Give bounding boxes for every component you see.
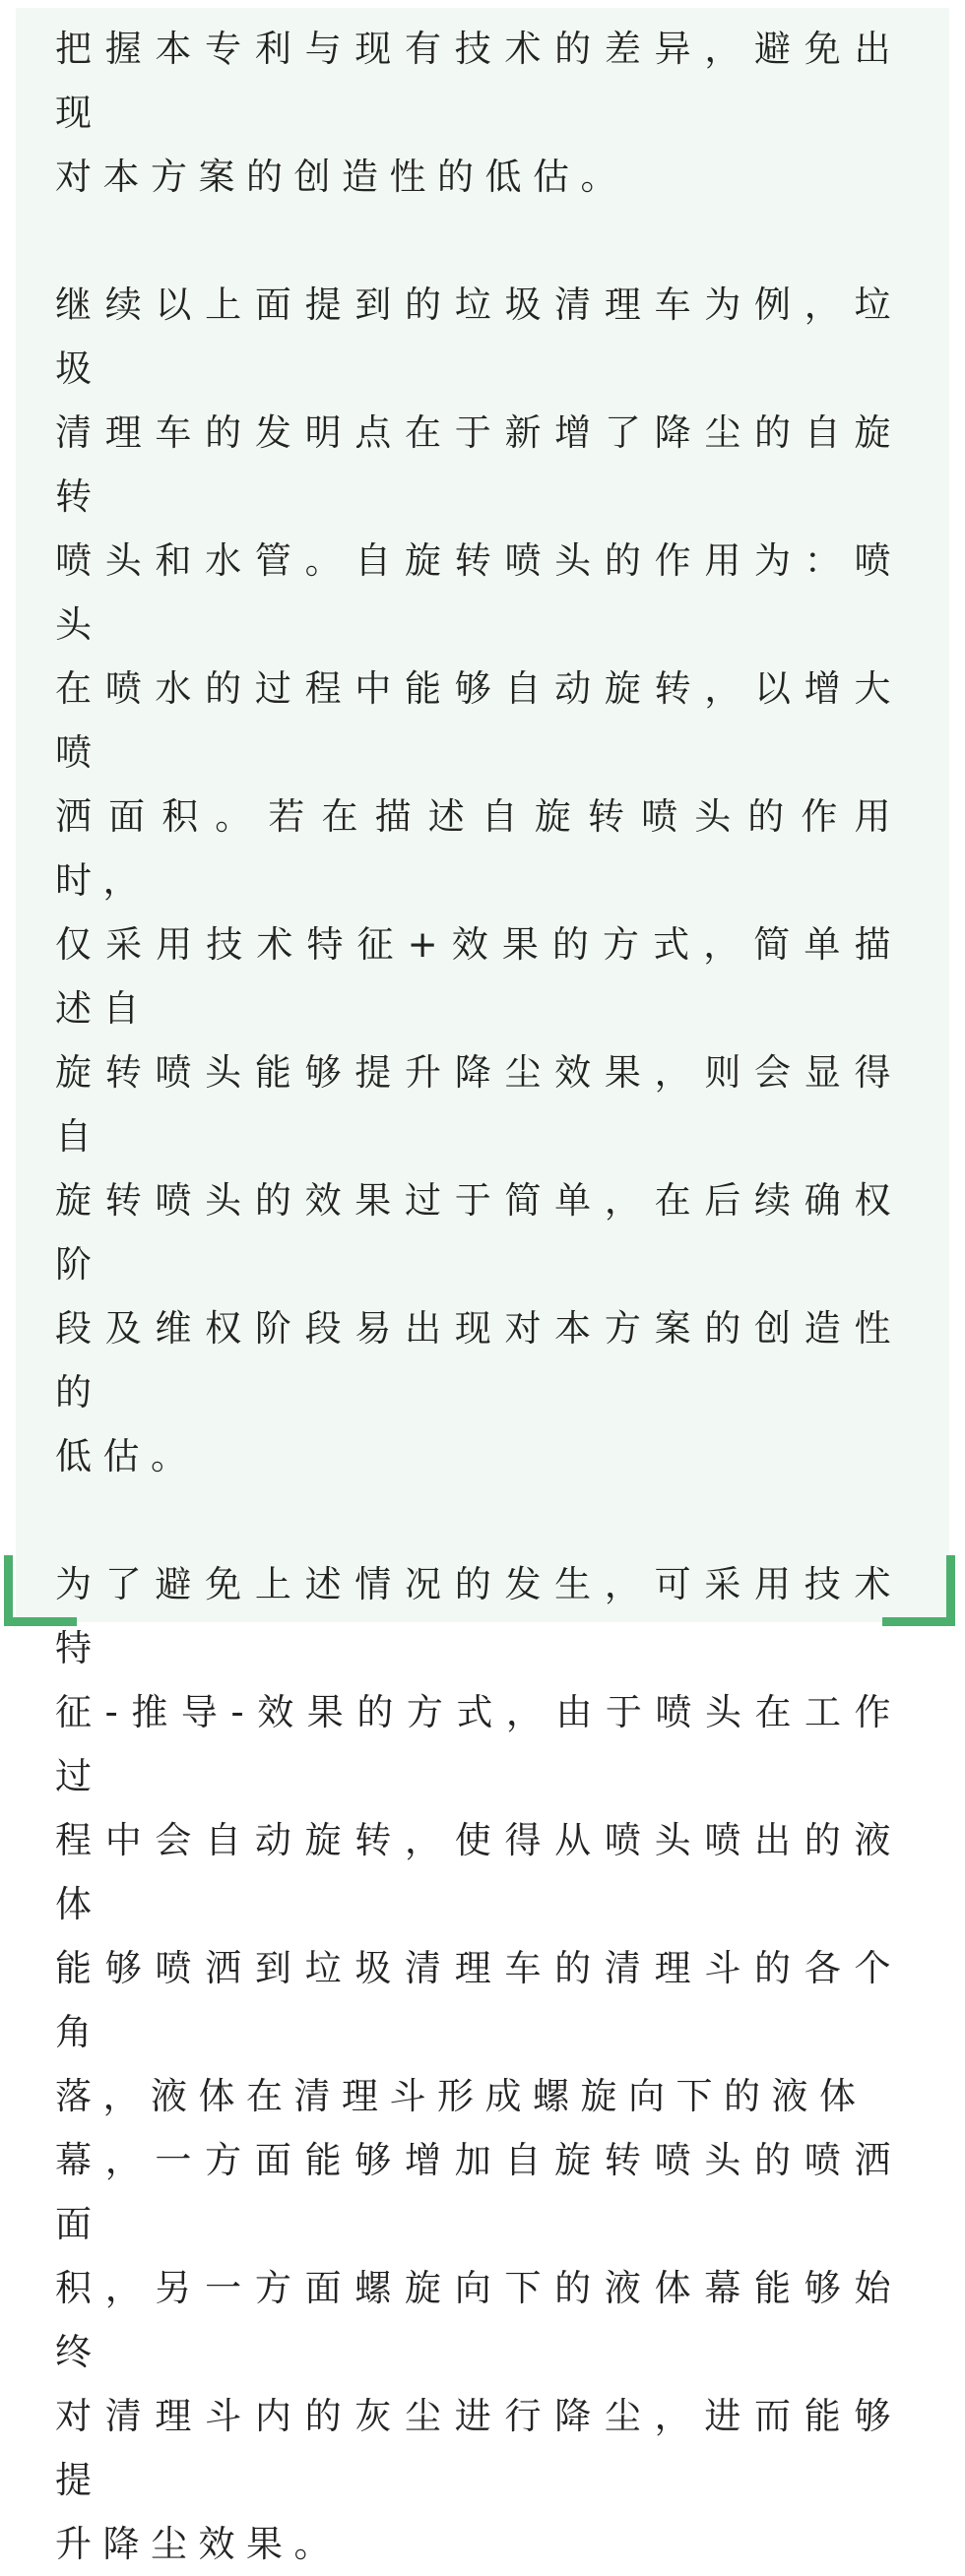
paragraph-intro-tail: 把握本专利与现有技术的差异，避免出现 对本方案的创造性的低估。 — [55, 28, 902, 198]
corner-bracket-right-decoration — [882, 1555, 955, 1626]
paragraph-example: 继续以上面提到的垃圾清理车为例，垃圾 清理车的发明点在于新增了降尘的自旋转 喷头和水管。自旋转喷头的作用为：喷头 在喷水的过程中能够自动旋转，以增大喷 洒面积。若在描述自旋转喷头的作用时， 仅采用技术特征+效果的方式，简单描述自 旋转喷头能够提升降尘效果，则会显得自 旋转喷头的效果过于简单，在后续确权阶 段及维权阶段易出现对本方案的创造性的 低估。 — [55, 283, 902, 1477]
article-body — [55, 17, 902, 2576]
corner-bracket-left-decoration — [4, 1555, 77, 1626]
paragraph-solution: 为了避免上述情况的发生，可采用技术特 征-推导-效果的方式，由于喷头在工作过 程中会自动旋转，使得从喷头喷出的液体 能够喷洒到垃圾清理车的清理斗的各个角 落，液体在清理斗形成螺旋向下的液体 幕，一方面能够增加自旋转喷头的喷洒面 积，另一方面螺旋向下的液体幕能够始终 对清理斗内的灰尘进行降尘，进而能够提 升降尘效果。 — [55, 1563, 902, 2565]
